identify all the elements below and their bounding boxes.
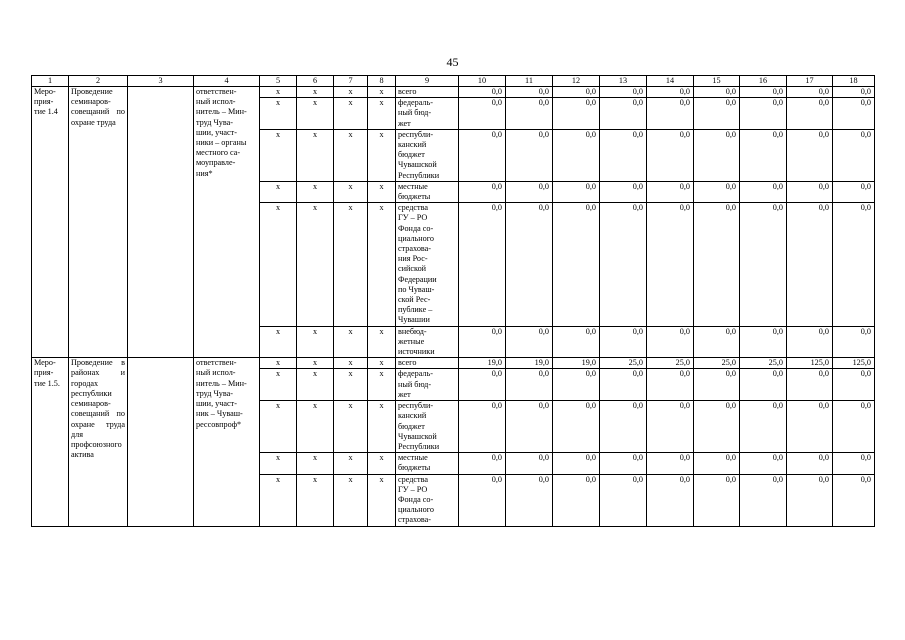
- value-cell: 0,0: [694, 129, 740, 181]
- value-cell: 0,0: [553, 87, 600, 98]
- code-cell: x: [260, 326, 297, 358]
- value-cell: 0,0: [600, 98, 647, 130]
- value-cell: 0,0: [553, 401, 600, 453]
- column-number: 11: [506, 76, 553, 87]
- measure-executor: ответствен- ный испол- нитель – Мин- труд Чува- шии, участ- ник – Чуваш- рессовпроф*: [194, 358, 260, 526]
- value-cell: 0,0: [833, 98, 875, 130]
- code-cell: x: [368, 203, 396, 326]
- measure-col3: [128, 358, 194, 526]
- value-cell: 0,0: [833, 326, 875, 358]
- code-cell: x: [334, 129, 368, 181]
- value-cell: 0,0: [833, 87, 875, 98]
- value-cell: 0,0: [553, 326, 600, 358]
- column-number: 8: [368, 76, 396, 87]
- value-cell: 125,0: [787, 358, 833, 369]
- measure-executor: ответствен- ный испол- нитель – Мин- труд Чува- шии, участ- ники – органы местного са- моуправле- ния*: [194, 87, 260, 358]
- code-cell: x: [334, 326, 368, 358]
- value-cell: 0,0: [740, 401, 787, 453]
- funding-source: средства ГУ – РО Фонда со- циального страхова-: [396, 474, 459, 526]
- code-cell: x: [297, 369, 334, 401]
- value-cell: 125,0: [833, 358, 875, 369]
- funding-source: федераль- ный бюд- жет: [396, 98, 459, 130]
- code-cell: x: [297, 181, 334, 202]
- value-cell: 0,0: [553, 474, 600, 526]
- column-number: 12: [553, 76, 600, 87]
- code-cell: x: [368, 98, 396, 130]
- value-cell: 0,0: [553, 181, 600, 202]
- code-cell: x: [260, 87, 297, 98]
- column-number: 18: [833, 76, 875, 87]
- measure-id: Меро- прия- тие 1.4: [32, 87, 69, 358]
- value-cell: 0,0: [506, 474, 553, 526]
- code-cell: x: [334, 98, 368, 130]
- column-number: 2: [69, 76, 128, 87]
- code-cell: x: [334, 453, 368, 474]
- value-cell: 0,0: [459, 326, 506, 358]
- value-cell: 25,0: [647, 358, 694, 369]
- value-cell: 19,0: [506, 358, 553, 369]
- value-cell: 0,0: [833, 203, 875, 326]
- value-cell: 0,0: [740, 326, 787, 358]
- code-cell: x: [260, 129, 297, 181]
- code-cell: x: [260, 453, 297, 474]
- value-cell: 0,0: [459, 453, 506, 474]
- value-cell: 0,0: [740, 87, 787, 98]
- value-cell: 0,0: [459, 98, 506, 130]
- value-cell: 0,0: [459, 203, 506, 326]
- code-cell: x: [297, 203, 334, 326]
- value-cell: 0,0: [787, 181, 833, 202]
- value-cell: 0,0: [506, 326, 553, 358]
- table-row: [32, 358, 875, 369]
- column-number: 10: [459, 76, 506, 87]
- value-cell: 0,0: [694, 401, 740, 453]
- value-cell: 0,0: [459, 474, 506, 526]
- value-cell: 0,0: [647, 326, 694, 358]
- value-cell: 0,0: [787, 369, 833, 401]
- measure-name: Проведение семинаров-совещаний по охране труда: [69, 87, 128, 358]
- code-cell: x: [260, 181, 297, 202]
- value-cell: 0,0: [740, 203, 787, 326]
- measure-name: Проведение в районах и городах республики семинаров-совещаний по охране труда для профсоюзного актива: [69, 358, 128, 526]
- column-number-row: [32, 76, 875, 87]
- value-cell: 0,0: [600, 474, 647, 526]
- code-cell: x: [368, 181, 396, 202]
- column-number: 16: [740, 76, 787, 87]
- code-cell: x: [368, 369, 396, 401]
- value-cell: 0,0: [647, 203, 694, 326]
- value-cell: 0,0: [553, 453, 600, 474]
- code-cell: x: [368, 474, 396, 526]
- value-cell: 0,0: [600, 401, 647, 453]
- value-cell: 0,0: [740, 474, 787, 526]
- value-cell: 0,0: [787, 87, 833, 98]
- value-cell: 25,0: [740, 358, 787, 369]
- value-cell: 0,0: [506, 401, 553, 453]
- value-cell: 0,0: [787, 98, 833, 130]
- value-cell: 0,0: [740, 129, 787, 181]
- value-cell: 0,0: [694, 453, 740, 474]
- funding-source: местные бюджеты: [396, 453, 459, 474]
- value-cell: 0,0: [647, 369, 694, 401]
- value-cell: 0,0: [647, 474, 694, 526]
- value-cell: 0,0: [506, 87, 553, 98]
- code-cell: x: [368, 358, 396, 369]
- code-cell: x: [334, 474, 368, 526]
- value-cell: 25,0: [694, 358, 740, 369]
- column-number: 13: [600, 76, 647, 87]
- value-cell: 0,0: [600, 453, 647, 474]
- code-cell: x: [297, 401, 334, 453]
- value-cell: 0,0: [506, 129, 553, 181]
- code-cell: x: [368, 129, 396, 181]
- value-cell: 0,0: [740, 181, 787, 202]
- code-cell: x: [368, 453, 396, 474]
- value-cell: 0,0: [694, 326, 740, 358]
- value-cell: 0,0: [833, 474, 875, 526]
- funding-source: средства ГУ – РО Фонда со- циального страхова- ния Рос- сийской Федерации по Чуваш- ской Рес- публике – Чувашии: [396, 203, 459, 326]
- value-cell: 0,0: [459, 87, 506, 98]
- value-cell: 0,0: [833, 401, 875, 453]
- value-cell: 0,0: [740, 369, 787, 401]
- code-cell: x: [297, 87, 334, 98]
- measure-id: Меро- прия- тие 1.5.: [32, 358, 69, 526]
- code-cell: x: [368, 87, 396, 98]
- value-cell: 0,0: [459, 369, 506, 401]
- value-cell: 0,0: [694, 181, 740, 202]
- value-cell: 0,0: [787, 474, 833, 526]
- value-cell: 0,0: [459, 129, 506, 181]
- value-cell: 0,0: [506, 453, 553, 474]
- value-cell: 0,0: [694, 87, 740, 98]
- value-cell: 0,0: [459, 401, 506, 453]
- value-cell: 0,0: [600, 87, 647, 98]
- column-number: 1: [32, 76, 69, 87]
- value-cell: 0,0: [787, 326, 833, 358]
- value-cell: 0,0: [740, 453, 787, 474]
- value-cell: 0,0: [600, 129, 647, 181]
- value-cell: 25,0: [600, 358, 647, 369]
- funding-source: республи- канский бюджет Чувашской Республики: [396, 401, 459, 453]
- column-number: 6: [297, 76, 334, 87]
- value-cell: 0,0: [506, 181, 553, 202]
- code-cell: x: [260, 369, 297, 401]
- value-cell: 0,0: [647, 87, 694, 98]
- column-number: 9: [396, 76, 459, 87]
- value-cell: 0,0: [647, 453, 694, 474]
- funding-source: всего: [396, 358, 459, 369]
- value-cell: 0,0: [833, 129, 875, 181]
- code-cell: x: [334, 401, 368, 453]
- value-cell: 0,0: [600, 369, 647, 401]
- value-cell: 0,0: [833, 369, 875, 401]
- value-cell: 0,0: [506, 369, 553, 401]
- value-cell: 0,0: [787, 129, 833, 181]
- code-cell: x: [260, 98, 297, 130]
- funding-source: местные бюджеты: [396, 181, 459, 202]
- page-number: 45: [446, 55, 459, 69]
- column-number: 15: [694, 76, 740, 87]
- table-row: [32, 87, 875, 98]
- value-cell: 0,0: [647, 401, 694, 453]
- value-cell: 0,0: [553, 203, 600, 326]
- column-number: 7: [334, 76, 368, 87]
- code-cell: x: [260, 474, 297, 526]
- value-cell: 19,0: [459, 358, 506, 369]
- value-cell: 0,0: [647, 129, 694, 181]
- value-cell: 0,0: [506, 203, 553, 326]
- code-cell: x: [260, 203, 297, 326]
- measure-col3: [128, 87, 194, 358]
- value-cell: 0,0: [459, 181, 506, 202]
- code-cell: x: [334, 203, 368, 326]
- value-cell: 0,0: [833, 453, 875, 474]
- code-cell: x: [334, 181, 368, 202]
- value-cell: 0,0: [647, 181, 694, 202]
- budget-table: [31, 75, 875, 527]
- column-number: 5: [260, 76, 297, 87]
- value-cell: 0,0: [694, 98, 740, 130]
- code-cell: x: [297, 453, 334, 474]
- value-cell: 0,0: [553, 98, 600, 130]
- value-cell: 0,0: [787, 453, 833, 474]
- funding-source: республи- канский бюджет Чувашской Республики: [396, 129, 459, 181]
- value-cell: 0,0: [647, 98, 694, 130]
- funding-source: федераль- ный бюд- жет: [396, 369, 459, 401]
- value-cell: 0,0: [787, 203, 833, 326]
- funding-source: внебюд- жетные источники: [396, 326, 459, 358]
- value-cell: 0,0: [694, 474, 740, 526]
- column-number: 14: [647, 76, 694, 87]
- code-cell: x: [297, 326, 334, 358]
- value-cell: 0,0: [694, 369, 740, 401]
- code-cell: x: [297, 474, 334, 526]
- value-cell: 0,0: [553, 369, 600, 401]
- code-cell: x: [297, 129, 334, 181]
- value-cell: 0,0: [553, 129, 600, 181]
- value-cell: 0,0: [740, 98, 787, 130]
- code-cell: x: [368, 326, 396, 358]
- column-number: 3: [128, 76, 194, 87]
- code-cell: x: [297, 98, 334, 130]
- column-number: 4: [194, 76, 260, 87]
- code-cell: x: [368, 401, 396, 453]
- value-cell: 19,0: [553, 358, 600, 369]
- code-cell: x: [334, 369, 368, 401]
- code-cell: x: [260, 358, 297, 369]
- code-cell: x: [334, 358, 368, 369]
- value-cell: 0,0: [833, 181, 875, 202]
- value-cell: 0,0: [787, 401, 833, 453]
- funding-source: всего: [396, 87, 459, 98]
- value-cell: 0,0: [600, 203, 647, 326]
- value-cell: 0,0: [600, 181, 647, 202]
- value-cell: 0,0: [506, 98, 553, 130]
- value-cell: 0,0: [600, 326, 647, 358]
- value-cell: 0,0: [694, 203, 740, 326]
- column-number: 17: [787, 76, 833, 87]
- code-cell: x: [297, 358, 334, 369]
- code-cell: x: [260, 401, 297, 453]
- code-cell: x: [334, 87, 368, 98]
